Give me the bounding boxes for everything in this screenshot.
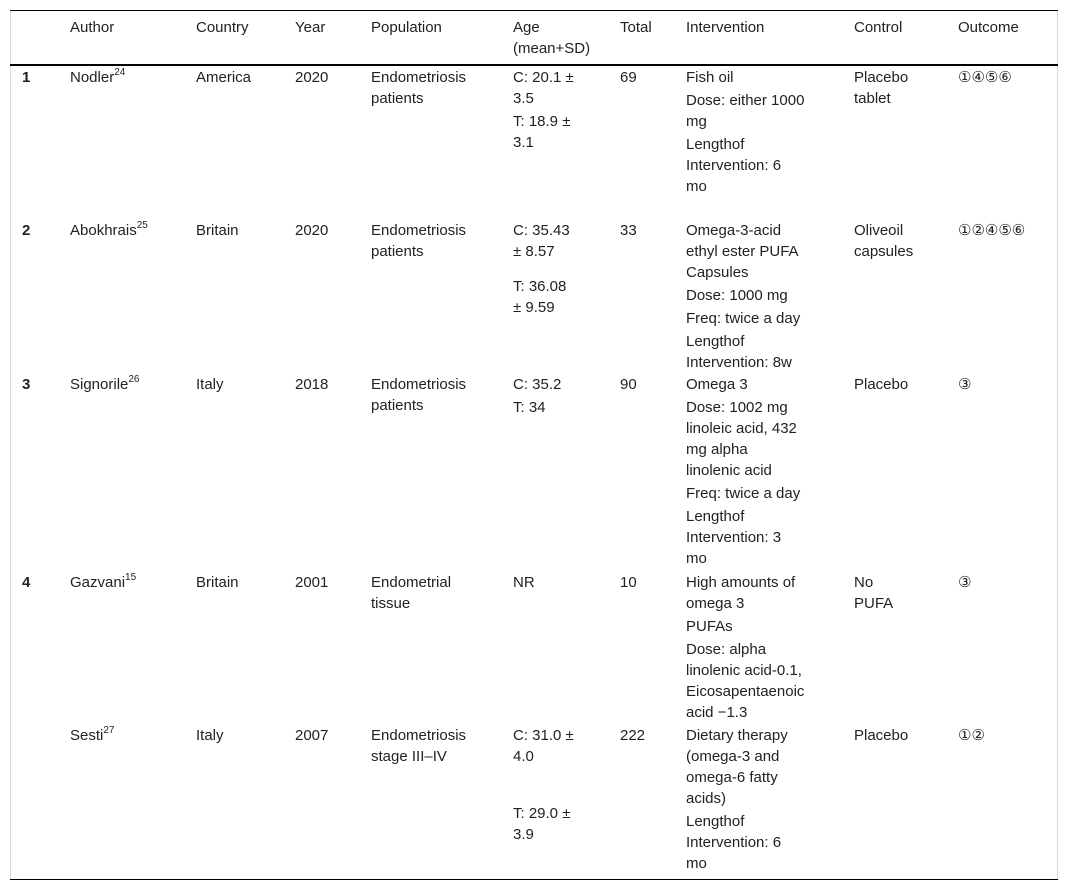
author-name: Sesti — [70, 727, 104, 744]
intervention-group — [686, 572, 804, 614]
author-cell — [70, 725, 114, 746]
control-cell — [854, 67, 908, 109]
intervention-line: acid −1.3 — [686, 704, 748, 721]
intervention-line: mo — [686, 855, 707, 872]
age-treatment-line: 3.1 — [513, 134, 534, 151]
header-intervention: Intervention — [686, 19, 765, 36]
header-outcome: Outcome — [958, 19, 1019, 36]
country-cell: Britain — [196, 222, 239, 239]
country-cell: Italy — [196, 376, 224, 393]
header-population: Population — [371, 19, 442, 36]
author-cell — [70, 220, 148, 241]
intervention-cell — [686, 220, 800, 373]
population-line: Endometriosis — [371, 69, 467, 86]
intervention-group — [686, 285, 800, 306]
control-cell — [854, 725, 908, 746]
total-cell: 69 — [620, 69, 637, 86]
age-treatment-line: T: 34 — [513, 399, 546, 416]
intervention-line: Fish oil — [686, 69, 734, 86]
intervention-line: Lengthof — [686, 813, 745, 830]
control-line: Placebo — [854, 69, 909, 86]
country-cell: Italy — [196, 727, 224, 744]
age-treatment-line: ± 9.59 — [513, 299, 555, 316]
intervention-line: Dose: either 1000 — [686, 92, 805, 109]
intervention-group — [686, 134, 804, 197]
intervention-line: High amounts of — [686, 574, 796, 591]
intervention-line: Intervention: 6 — [686, 157, 782, 174]
header-age — [513, 17, 590, 59]
age-treatment-line: T: 36.08 — [513, 278, 567, 295]
intervention-line: Intervention: 8w — [686, 354, 792, 371]
country-cell: America — [196, 69, 252, 86]
reference-number: 25 — [136, 220, 148, 231]
control-cell — [854, 374, 908, 395]
year-cell: 2020 — [295, 222, 329, 239]
age-treatment-line: 3.9 — [513, 826, 534, 843]
age-control-line: C: 20.1 ± — [513, 69, 574, 86]
intervention-cell — [686, 374, 800, 569]
reference-number: 26 — [128, 374, 140, 385]
intervention-line: Dose: 1002 mg — [686, 399, 788, 416]
control-line: Placebo — [854, 376, 909, 393]
intervention-group — [686, 67, 804, 88]
age-control-line: 4.0 — [513, 748, 534, 765]
population-line: Endometriosis — [371, 727, 467, 744]
age-control-line: C: 35.2 — [513, 376, 562, 393]
intervention-line: ethyl ester PUFA — [686, 243, 799, 260]
intervention-cell — [686, 572, 804, 723]
intervention-group — [686, 811, 788, 874]
total-cell: 90 — [620, 376, 637, 393]
outcome-cell: ①④⑤⑥ — [958, 69, 1012, 86]
header-control: Control — [854, 19, 903, 36]
outcome-cell: ③ — [958, 376, 972, 393]
control-line: No — [854, 574, 874, 591]
table-header-rule — [10, 64, 1058, 66]
age-cell — [513, 374, 561, 418]
population-cell — [371, 572, 451, 614]
population-line: Endometrial — [371, 574, 452, 591]
population-cell — [371, 374, 466, 416]
intervention-line: Freq: twice a day — [686, 310, 801, 327]
population-line: stage III–IV — [371, 748, 447, 765]
author-name: Signorile — [70, 376, 129, 393]
intervention-line: Capsules — [686, 264, 749, 281]
age-control-line: C: 31.0 ± — [513, 727, 574, 744]
header-age-line1: Age — [513, 19, 540, 36]
population-line: patients — [371, 243, 424, 260]
row-number: 2 — [22, 222, 31, 239]
intervention-line: Lengthof — [686, 508, 745, 525]
row-number: 3 — [22, 376, 31, 393]
intervention-line: Intervention: 6 — [686, 834, 782, 851]
control-line: capsules — [854, 243, 914, 260]
row-number: 4 — [22, 574, 31, 591]
total-cell: 222 — [620, 727, 646, 744]
intervention-group — [686, 331, 800, 373]
outcome-cell: ①② — [958, 727, 985, 744]
population-cell — [371, 220, 466, 262]
intervention-group — [686, 483, 800, 504]
intervention-line: Omega-3-acid — [686, 222, 782, 239]
intervention-line: linoleic acid, 432 — [686, 420, 797, 437]
header-author: Author — [70, 19, 115, 36]
intervention-group — [686, 639, 804, 723]
intervention-group — [686, 220, 800, 283]
table-top-rule — [10, 10, 1058, 11]
outcome-cell: ③ — [958, 574, 972, 591]
population-line: tissue — [371, 595, 411, 612]
age-spacer — [513, 767, 574, 803]
control-line: PUFA — [854, 595, 894, 612]
intervention-line: Omega 3 — [686, 376, 748, 393]
reference-number: 15 — [125, 572, 137, 583]
intervention-group — [686, 308, 800, 329]
intervention-line: Intervention: 3 — [686, 529, 782, 546]
control-cell — [854, 572, 893, 614]
control-line: Oliveoil — [854, 222, 904, 239]
author-cell — [70, 374, 140, 395]
total-cell: 10 — [620, 574, 637, 591]
intervention-line: Dose: alpha — [686, 641, 767, 658]
population-line: Endometriosis — [371, 376, 467, 393]
author-name: Nodler — [70, 69, 115, 86]
intervention-line: Dietary therapy — [686, 727, 788, 744]
intervention-cell — [686, 67, 804, 197]
control-line: tablet — [854, 90, 891, 107]
intervention-line: (omega-3 and — [686, 748, 780, 765]
intervention-line: Dose: 1000 mg — [686, 287, 788, 304]
intervention-line: Freq: twice a day — [686, 485, 801, 502]
intervention-line: linolenic acid — [686, 462, 772, 479]
row-number: 1 — [22, 69, 31, 86]
year-cell: 2001 — [295, 574, 329, 591]
reference-number: 24 — [114, 67, 126, 78]
age-control-line: NR — [513, 574, 535, 591]
year-cell: 2018 — [295, 376, 329, 393]
intervention-group — [686, 397, 800, 481]
author-name: Gazvani — [70, 574, 126, 591]
header-age-line2: (mean+SD) — [513, 40, 591, 57]
control-line: Placebo — [854, 727, 909, 744]
intervention-line: mo — [686, 178, 707, 195]
header-year: Year — [295, 19, 326, 36]
population-line: Endometriosis — [371, 222, 467, 239]
intervention-line: mo — [686, 550, 707, 567]
intervention-line: mg — [686, 113, 707, 130]
author-cell — [70, 67, 125, 88]
author-name: Abokhrais — [70, 222, 137, 239]
intervention-line: omega-6 fatty — [686, 769, 778, 786]
age-cell — [513, 725, 574, 845]
intervention-cell — [686, 725, 788, 874]
intervention-group — [686, 90, 804, 132]
year-cell: 2007 — [295, 727, 329, 744]
year-cell: 2020 — [295, 69, 329, 86]
intervention-line: omega 3 — [686, 595, 745, 612]
outcome-cell: ①②④⑤⑥ — [958, 222, 1026, 239]
age-cell — [513, 220, 570, 318]
author-cell — [70, 572, 136, 593]
intervention-line: Lengthof — [686, 136, 745, 153]
age-cell — [513, 572, 535, 593]
reference-number: 27 — [103, 725, 115, 736]
table-bottom-rule — [10, 879, 1058, 880]
age-cell — [513, 67, 574, 153]
population-line: patients — [371, 90, 424, 107]
intervention-line: acids) — [686, 790, 727, 807]
intervention-line: mg alpha — [686, 441, 748, 458]
header-country: Country — [196, 19, 249, 36]
country-cell: Britain — [196, 574, 239, 591]
control-cell — [854, 220, 913, 262]
intervention-group — [686, 374, 800, 395]
population-cell — [371, 725, 466, 767]
intervention-group — [686, 616, 804, 637]
intervention-line: linolenic acid-0.1, — [686, 662, 802, 679]
total-cell: 33 — [620, 222, 637, 239]
age-spacer — [513, 262, 570, 276]
population-line: patients — [371, 397, 424, 414]
age-control-line: C: 35.43 — [513, 222, 570, 239]
age-treatment-line: T: 18.9 ± — [513, 113, 571, 130]
header-total: Total — [620, 19, 652, 36]
intervention-line: Eicosapentaenoic — [686, 683, 805, 700]
population-cell — [371, 67, 466, 109]
intervention-line: Lengthof — [686, 333, 745, 350]
age-control-line: 3.5 — [513, 90, 534, 107]
intervention-group — [686, 506, 800, 569]
intervention-group — [686, 725, 788, 809]
age-treatment-line: T: 29.0 ± — [513, 805, 571, 822]
age-control-line: ± 8.57 — [513, 243, 555, 260]
intervention-line: PUFAs — [686, 618, 733, 635]
